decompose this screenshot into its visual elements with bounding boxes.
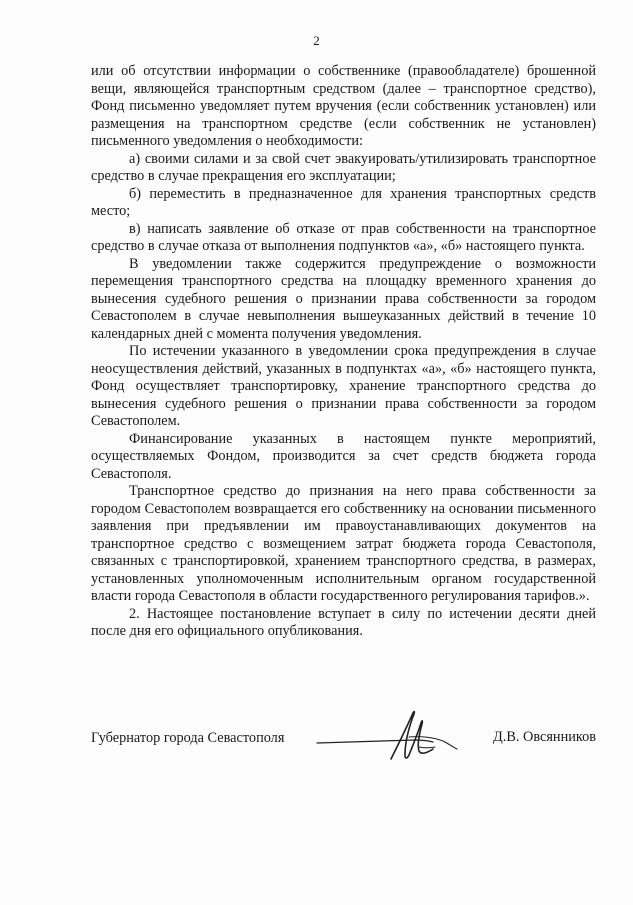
paragraph-subitem-a: а) своими силами и за свой счет эвакуировать/утилизировать транспортное средство в случае прекращения его эксплуатации; — [91, 150, 596, 184]
signature-block — [91, 707, 596, 767]
signer-name: Д.В. Овсянников — [493, 729, 596, 745]
paragraph-notification-intro: или об отсутствии информации о собственнике (правообладателе) брошенной вещи, являющейся транспортным средством (далее – транспортное средство), Фонд письменно уведомляет путем вручения (если собственник установлен) или размещения на транспортном средстве (если собственник не установлен) письменного уведомления о необходимости: — [91, 63, 596, 149]
page-number: 2 — [313, 33, 320, 48]
paragraph-return-vehicle: Транспортное средство до признания на него права собственности за городом Севастополем возвращается его собственнику на основании письменного заявления при предъявлении им правоустанавливающих документов на транспортное средство с возмещением затрат бюджета города Севастополя, связанных с транспортировкой, хранением транспортного средства, в размерах, установленных уполномоченным исполнительным органом государственной власти города Севастополя в области государственного регулирования тарифов.». — [91, 483, 596, 604]
paragraph-financing: Финансирование указанных в настоящем пункте мероприятий, осуществляемых Фондом, производится за счет средств бюджета города Севастополя. — [91, 430, 596, 482]
paragraph-expiry: По истечении указанного в уведомлении срока предупреждения в случае неосуществления действий, указанных в подпунктах «а», «б» настоящего пункта, Фонд осуществляет транспортировку, хранение транспортного средства до вынесения судебного решения о признании права собственности за городом Севастополем. — [91, 343, 596, 429]
handwritten-signature-icon — [315, 707, 485, 765]
signer-position: Губернатор города Севастополя — [91, 730, 285, 746]
paragraph-subitem-c: в) написать заявление об отказе от прав собственности на транспортное средство в случае отказа от выполнения подпунктов «а», «б» настоящего пункта. — [91, 220, 596, 254]
paragraph-warning: В уведомлении также содержится предупреждение о возможности перемещения транспортного средства на площадку временного хранения до вынесения судебного решения о признании права собственности за городом Севастополем в случае невыполнения вышеуказанных действий в течение 10 календарных дней с момента получения уведомления. — [91, 255, 596, 342]
paragraph-subitem-b: б) переместить в предназначенное для хранения транспортных средств место; — [91, 185, 596, 219]
document-body — [91, 63, 596, 641]
paragraph-effective-date: 2. Настоящее постановление вступает в силу по истечении десяти дней после дня его официального опубликования. — [91, 605, 596, 639]
